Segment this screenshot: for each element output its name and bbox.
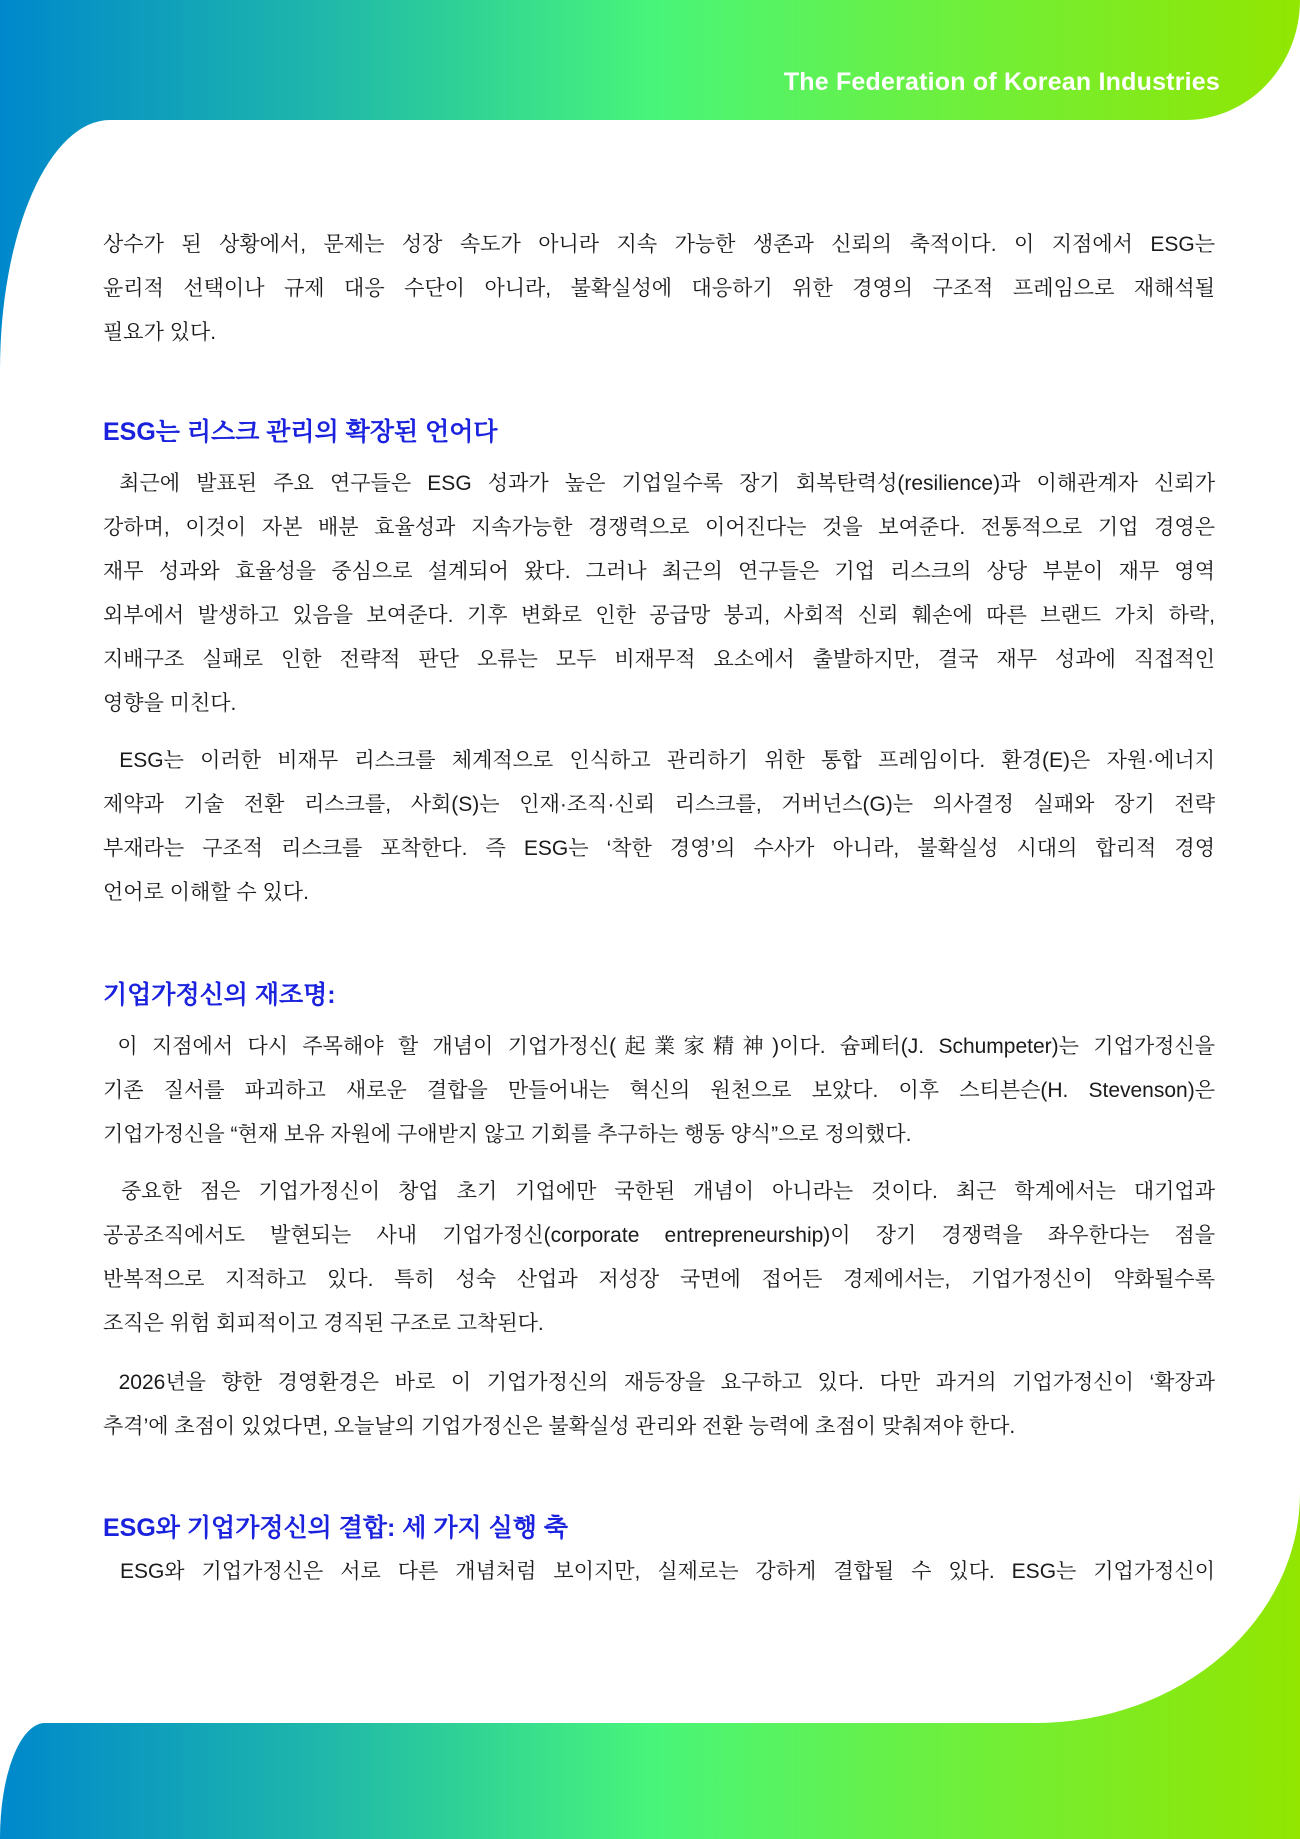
- text-line: 조직은 위험 회피적이고 경직된 구조로 고착된다.: [103, 1312, 544, 1335]
- section-heading-combination: ESG와 기업가정신의 결합: 세 가지 실행 축: [103, 1514, 569, 1542]
- text-line: ESG와 기업가정신은 서로 다른 개념처럼 보이지만, 실제로는 강하게 결합될 수 있다. ESG는 기업가정신이: [103, 1560, 1215, 1583]
- section-heading-esg-risk: ESG는 리스크 관리의 확장된 언어다: [103, 418, 498, 446]
- text-line: ESG는 이러한 비재무 리스크를 체계적으로 인식하고 관리하기 위한 통합 프레임이다. 환경(E)은 자원·에너지: [103, 749, 1215, 772]
- text-line: 영향을 미친다.: [103, 692, 237, 715]
- text-line: 지배구조 실패로 인한 전략적 판단 오류는 모두 비재무적 요소에서 출발하지만, 결국 재무 성과에 직접적인: [103, 648, 1215, 671]
- text-line: 기존 질서를 파괴하고 새로운 결합을 만들어내는 혁신의 원천으로 보았다. 이후 스티븐슨(H. Stevenson)은: [103, 1079, 1215, 1102]
- paragraph-1: [103, 223, 1215, 355]
- content-panel: [0, 120, 1300, 1723]
- organization-name: The Federation of Korean Industries: [783, 68, 1220, 96]
- paragraph-3: [103, 739, 1215, 915]
- text-line: 중요한 점은 기업가정신이 창업 초기 기업에만 국한된 개념이 아니라는 것이다. 최근 학계에서는 대기업과: [103, 1180, 1215, 1203]
- text-line: 공공조직에서도 발현되는 사내 기업가정신(corporate entrepreneurship)이 장기 경쟁력을 좌우한다는 점을: [103, 1224, 1215, 1247]
- paragraph-2: [103, 462, 1215, 726]
- paragraph-6: [103, 1361, 1215, 1449]
- text-line: 상수가 된 상황에서, 문제는 성장 속도가 아니라 지속 가능한 생존과 신뢰의 축적이다. 이 지점에서 ESG는: [103, 233, 1215, 256]
- text-line: 이 지점에서 다시 주목해야 할 개념이 기업가정신(起業家精神)이다. 슘페터(J. Schumpeter)는 기업가정신을: [103, 1035, 1215, 1058]
- header-band: [0, 0, 1300, 120]
- text-line: 윤리적 선택이나 규제 대응 수단이 아니라, 불확실성에 대응하기 위한 경영의 구조적 프레임으로 재해석될: [103, 277, 1215, 300]
- text-line: 반복적으로 지적하고 있다. 특히 성숙 산업과 저성장 국면에 접어든 경제에서는, 기업가정신이 약화될수록: [103, 1268, 1215, 1291]
- paragraph-5: [103, 1170, 1215, 1346]
- text-line: 강하며, 이것이 자본 배분 효율성과 지속가능한 경쟁력으로 이어진다는 것을 보여준다. 전통적으로 기업 경영은: [103, 516, 1215, 539]
- paragraph-7: [103, 1550, 1215, 1594]
- text-line: 부재라는 구조적 리스크를 포착한다. 즉 ESG는 ‘착한 경영’의 수사가 아니라, 불확실성 시대의 합리적 경영: [103, 837, 1215, 860]
- text-line: 언어로 이해할 수 있다.: [103, 881, 309, 904]
- text-line: 2026년을 향한 경영환경은 바로 이 기업가정신의 재등장을 요구하고 있다. 다만 과거의 기업가정신이 ‘확장과: [103, 1371, 1215, 1394]
- text-line: 제약과 기술 전환 리스크를, 사회(S)는 인재·조직·신뢰 리스크를, 거버넌스(G)는 의사결정 실패와 장기 전략: [103, 793, 1215, 816]
- text-line: 필요가 있다.: [103, 321, 217, 344]
- paragraph-4: [103, 1025, 1215, 1157]
- text-line: 외부에서 발생하고 있음을 보여준다. 기후 변화로 인한 공급망 붕괴, 사회적 신뢰 훼손에 따른 브랜드 가치 하락,: [103, 604, 1215, 627]
- section-heading-entrepreneurship: 기업가정신의 재조명:: [103, 981, 336, 1009]
- text-line: 기업가정신을 “현재 보유 자원에 구애받지 않고 기회를 추구하는 행동 양식”으로 정의했다.: [103, 1123, 912, 1146]
- text-line: 재무 성과와 효율성을 중심으로 설계되어 왔다. 그러나 최근의 연구들은 기업 리스크의 상당 부분이 재무 영역: [103, 560, 1215, 583]
- footer-band: [0, 1723, 1300, 1839]
- text-line: 추격’에 초점이 있었다면, 오늘날의 기업가정신은 불확실성 관리와 전환 능력에 초점이 맞춰져야 한다.: [103, 1415, 1016, 1438]
- text-line: 최근에 발표된 주요 연구들은 ESG 성과가 높은 기업일수록 장기 회복탄력성(resilience)과 이해관계자 신뢰가: [103, 472, 1215, 495]
